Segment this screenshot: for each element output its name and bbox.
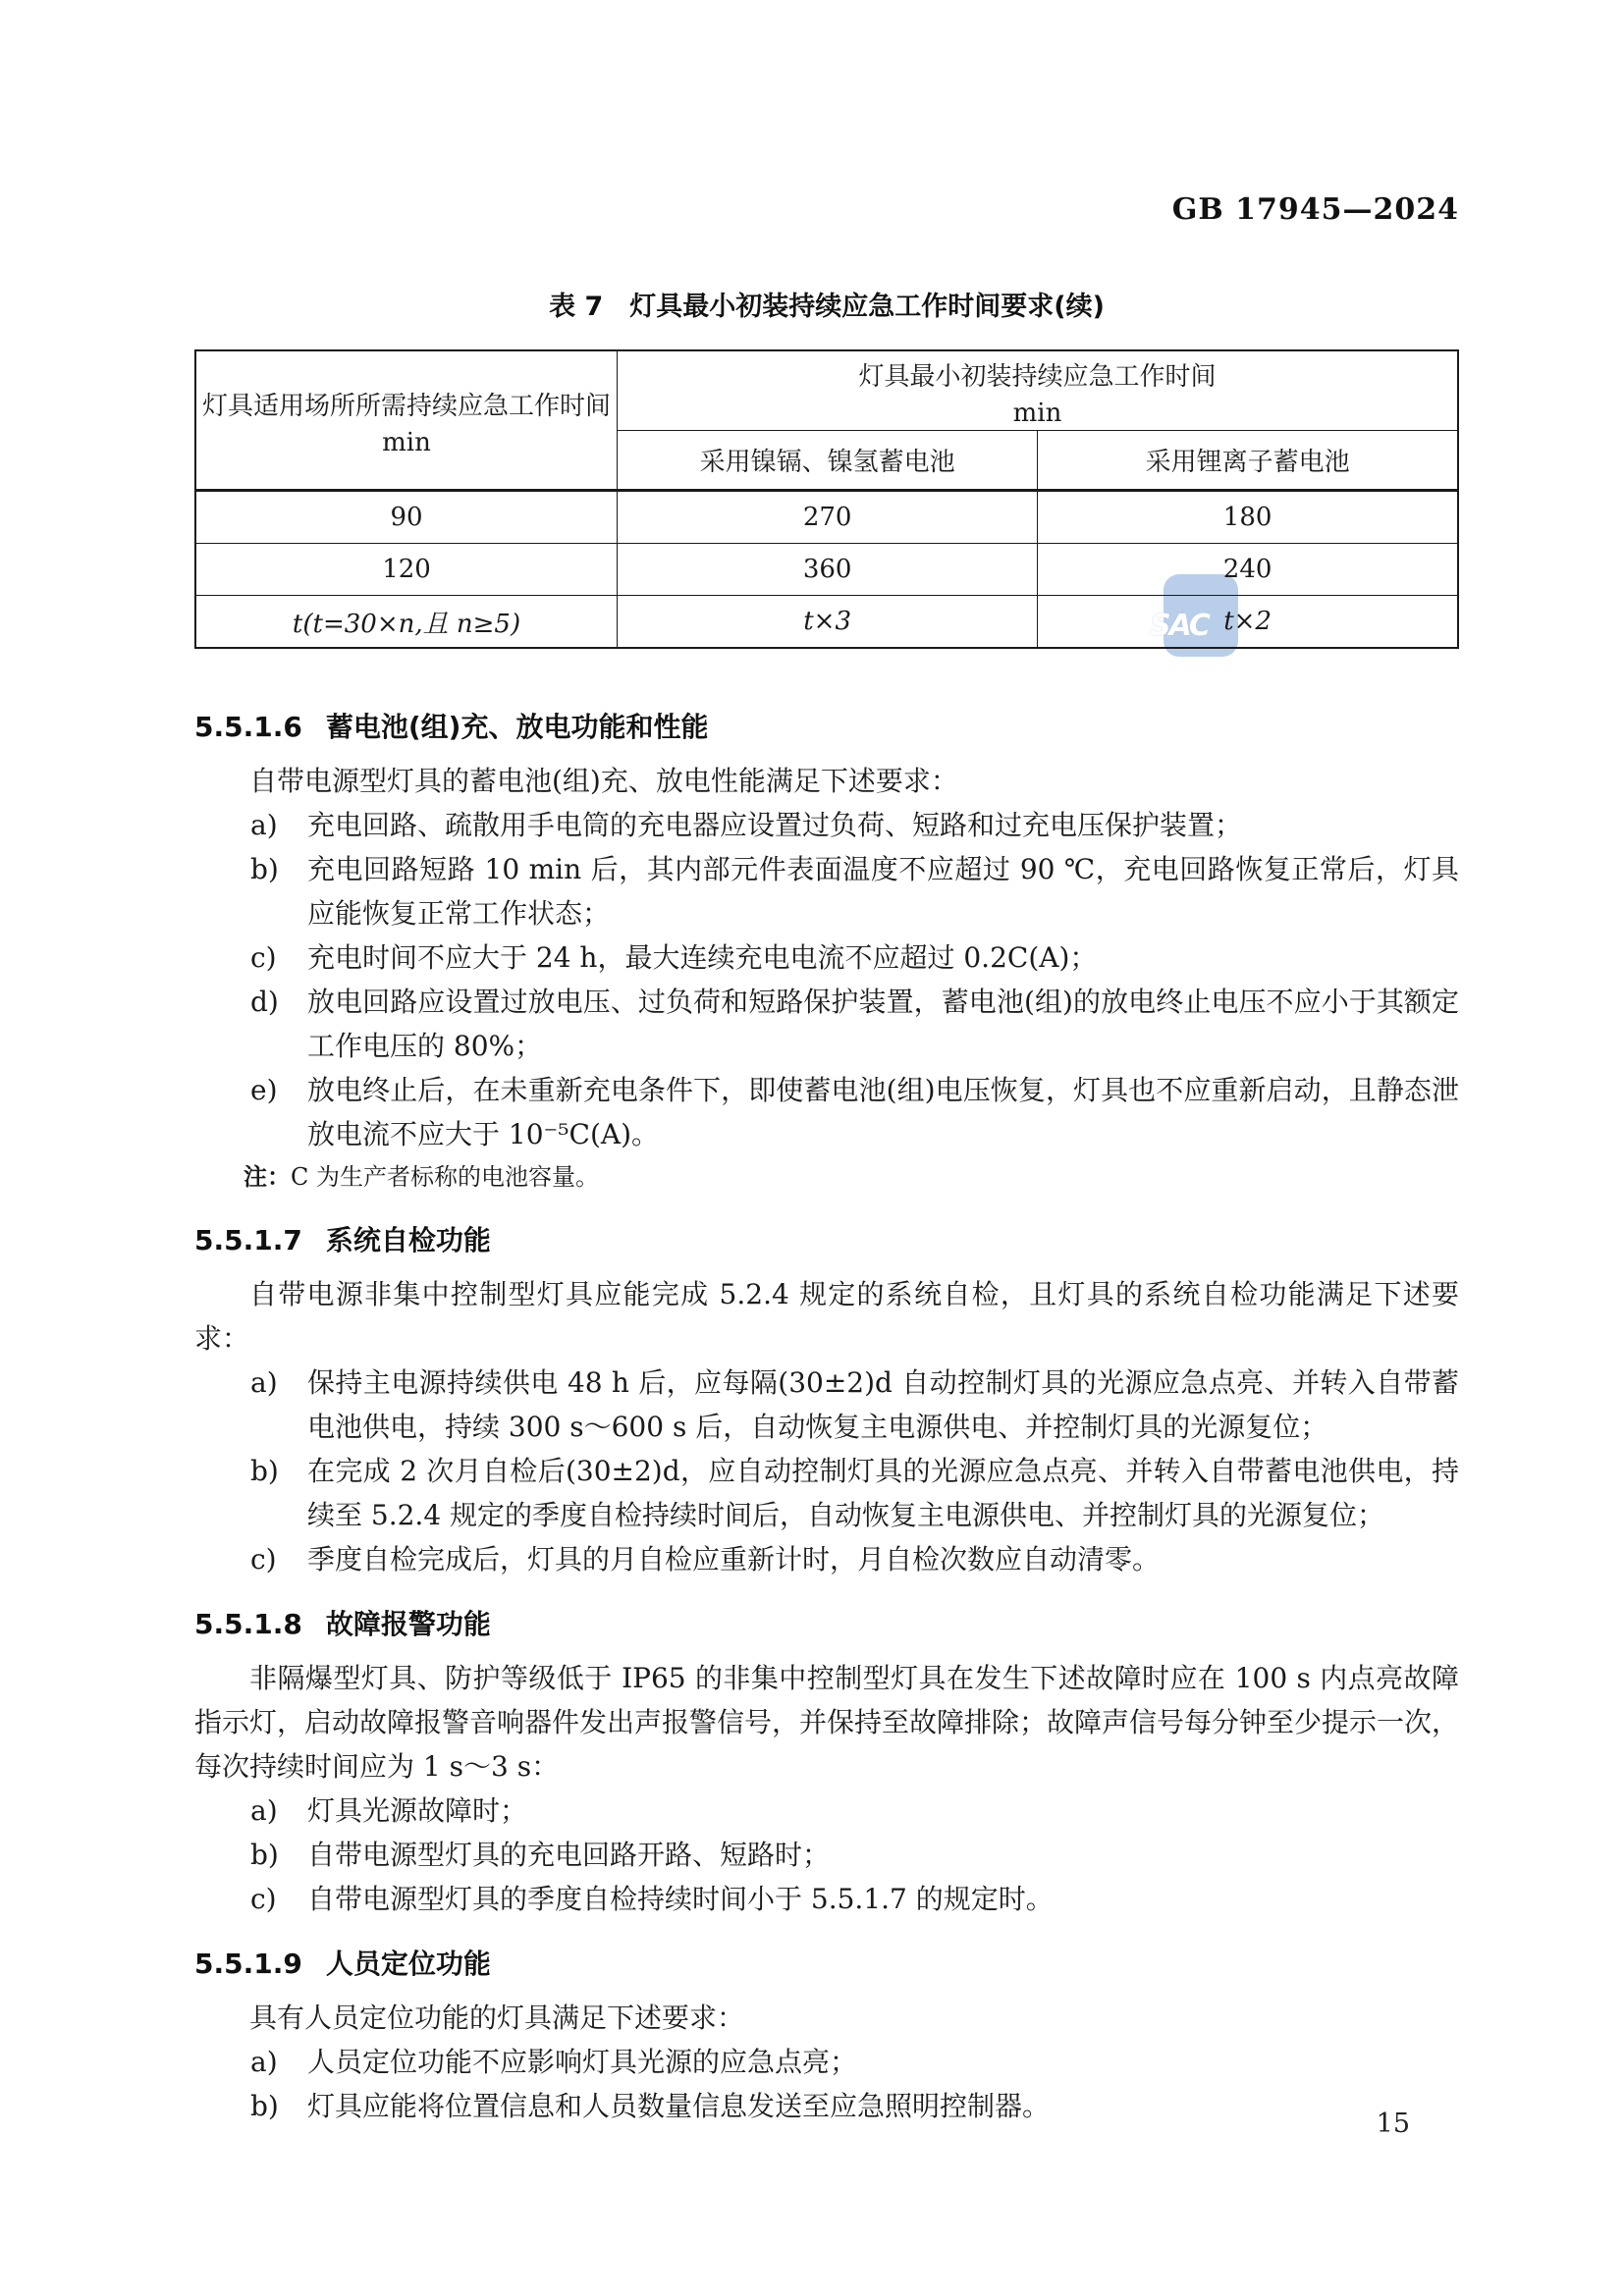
section-5516 — [194, 710, 1459, 1198]
item-label: b) — [250, 853, 279, 885]
note-text: C 为生产者标称的电池容量。 — [291, 1163, 599, 1191]
section-title: 系统自检功能 — [325, 1224, 491, 1256]
item-text: 人员定位功能不应影响灯具光源的应急点亮； — [307, 2046, 858, 2078]
item-list — [194, 2040, 1459, 2128]
cell-liion-180: 180 — [1038, 491, 1458, 544]
header-cell-min-initial-time — [618, 350, 1458, 431]
item-text: 充电回路短路 10 min 后，其内部元件表面温度不应超过 90 ℃，充电回路恢复正常后，灯具应能恢复正常工作状态； — [307, 853, 1459, 930]
standard-number-header: GB 17945—2024 — [1171, 192, 1459, 227]
header-cell-nicd-nimh: 采用镍镉、镍氢蓄电池 — [618, 431, 1038, 491]
item-text: 灯具光源故障时； — [307, 1794, 528, 1827]
section-5517 — [194, 1223, 1459, 1581]
item-text: 充电回路、疏散用手电筒的充电器应设置过负荷、短路和过充电压保护装置； — [307, 809, 1243, 841]
item-text: 自带电源型灯具的季度自检持续时间小于 5.5.1.7 的规定时。 — [307, 1883, 1054, 1915]
item-text: 放电回路应设置过放电压、过负荷和短路保护装置，蓄电池(组)的放电终止电压不应小于其额定工作电压的 80%； — [307, 986, 1459, 1062]
item-text: 在完成 2 次月自检后(30±2)d，应自动控制灯具的光源应急点亮、并转入自带蓄电池供电，持续至 5.2.4 规定的季度自检持续时间后，自动恢复主电源供电、并控制灯具的光源复位； — [307, 1455, 1459, 1531]
page-number: 15 — [1376, 2109, 1410, 2139]
list-item — [250, 1449, 1459, 1537]
item-text: 季度自检完成后，灯具的月自检应重新计时，月自检次数应自动清零。 — [307, 1543, 1161, 1575]
cell-nicd-360: 360 — [618, 544, 1038, 596]
header-min-initial-time-unit: min — [1012, 399, 1062, 428]
section-5518 — [194, 1607, 1459, 1921]
section-intro: 非隔爆型灯具、防护等级低于 IP65 的非集中控制型灯具在发生下述故障时应在 100 s 内点亮故障指示灯，启动故障报警音响器件发出声报警信号，并保持至故障排除；故障声信号每分钟至少提示一次，每次持续时间应为 1 s～3 s： — [194, 1662, 1460, 1783]
section-number: 5.5.1.6 — [194, 711, 302, 743]
table-row — [195, 596, 1458, 649]
section-heading — [194, 1607, 1459, 1642]
item-label: c) — [250, 1883, 277, 1915]
header-cell-liion: 采用锂离子蓄电池 — [1038, 431, 1458, 491]
header-required-time-unit: min — [382, 428, 431, 457]
list-item — [250, 803, 1459, 847]
header-min-initial-time-line1: 灯具最小初装持续应急工作时间 — [858, 362, 1217, 392]
section-heading — [194, 1947, 1459, 1982]
item-list — [194, 1789, 1459, 1921]
section-5519 — [194, 1947, 1459, 2128]
list-item — [250, 847, 1459, 935]
item-label: c) — [250, 941, 277, 974]
item-label: d) — [250, 986, 279, 1018]
cell-required-120: 120 — [195, 544, 618, 596]
item-text: 自带电源型灯具的充电回路开路、短路时； — [307, 1839, 831, 1871]
section-intro: 自带电源型灯具的蓄电池(组)充、放电性能满足下述要求： — [249, 765, 958, 797]
list-item — [250, 2084, 1459, 2128]
item-label: a) — [250, 809, 278, 841]
list-item — [250, 1789, 1459, 1833]
sac-watermark-text: SAC — [1150, 609, 1209, 643]
section-number: 5.5.1.7 — [194, 1224, 302, 1256]
header-cell-required-time — [195, 350, 618, 491]
table-row — [195, 544, 1458, 596]
list-item — [250, 1068, 1459, 1156]
item-text: 放电终止后，在未重新充电条件下，即使蓄电池(组)电压恢复，灯具也不应重新启动，且静态泄放电流不应大于 10⁻⁵C(A)。 — [307, 1074, 1459, 1150]
item-label: b) — [250, 2090, 279, 2122]
item-label: a) — [250, 2046, 278, 2078]
item-label: a) — [250, 1794, 278, 1827]
list-item — [250, 935, 1459, 980]
item-list — [194, 803, 1459, 1156]
list-item — [250, 1361, 1459, 1449]
item-label: c) — [250, 1543, 277, 1575]
note-label: 注： — [244, 1163, 291, 1191]
section-heading — [194, 710, 1459, 745]
section-number: 5.5.1.8 — [194, 1608, 302, 1640]
item-label: e) — [250, 1074, 278, 1106]
header-required-time-line1: 灯具适用场所所需持续应急工作时间 — [202, 392, 612, 421]
item-label: b) — [250, 1455, 279, 1487]
cell-nicd-t3: t×3 — [618, 596, 1038, 649]
list-item — [250, 1833, 1459, 1877]
section-number: 5.5.1.9 — [194, 1948, 302, 1980]
item-label: a) — [250, 1366, 278, 1399]
table-header-row-1 — [195, 350, 1458, 431]
table-title: 表 7 灯具最小初装持续应急工作时间要求(续) — [549, 292, 1105, 322]
table-row — [195, 491, 1458, 544]
cell-required-90: 90 — [195, 491, 618, 544]
cell-liion-t2: t×2 — [1038, 596, 1458, 649]
section-intro: 自带电源非集中控制型灯具应能完成 5.2.4 规定的系统自检，且灯具的系统自检功能满足下述要求： — [194, 1278, 1459, 1355]
section-title: 蓄电池(组)充、放电功能和性能 — [325, 711, 709, 743]
section-title: 人员定位功能 — [325, 1948, 491, 1980]
emergency-time-table — [194, 349, 1459, 649]
list-item — [250, 1877, 1459, 1921]
list-item — [250, 1537, 1459, 1581]
list-item — [250, 980, 1459, 1068]
table-wrapper — [194, 349, 1459, 649]
item-text: 充电时间不应大于 24 h，最大连续充电电流不应超过 0.2C(A)； — [307, 941, 1098, 974]
section-intro: 具有人员定位功能的灯具满足下述要求： — [249, 2002, 745, 2034]
item-text: 保持主电源持续供电 48 h 后，应每隔(30±2)d 自动控制灯具的光源应急点亮、并转入自带蓄电池供电，持续 300 s～600 s 后，自动恢复主电源供电、并控制灯具的光源复位； — [307, 1366, 1459, 1443]
item-text: 灯具应能将位置信息和人员数量信息发送至应急照明控制器。 — [307, 2090, 1051, 2122]
cell-nicd-270: 270 — [618, 491, 1038, 544]
section-note — [244, 1156, 1459, 1198]
item-list — [194, 1361, 1459, 1581]
item-label: b) — [250, 1839, 279, 1871]
list-item — [250, 2040, 1459, 2084]
cell-required-t: t(t=30×n,且 n≥5) — [195, 596, 618, 649]
cell-liion-240: 240 — [1038, 544, 1458, 596]
section-heading — [194, 1223, 1459, 1258]
section-title: 故障报警功能 — [325, 1608, 491, 1640]
page-content — [194, 0, 1459, 2128]
